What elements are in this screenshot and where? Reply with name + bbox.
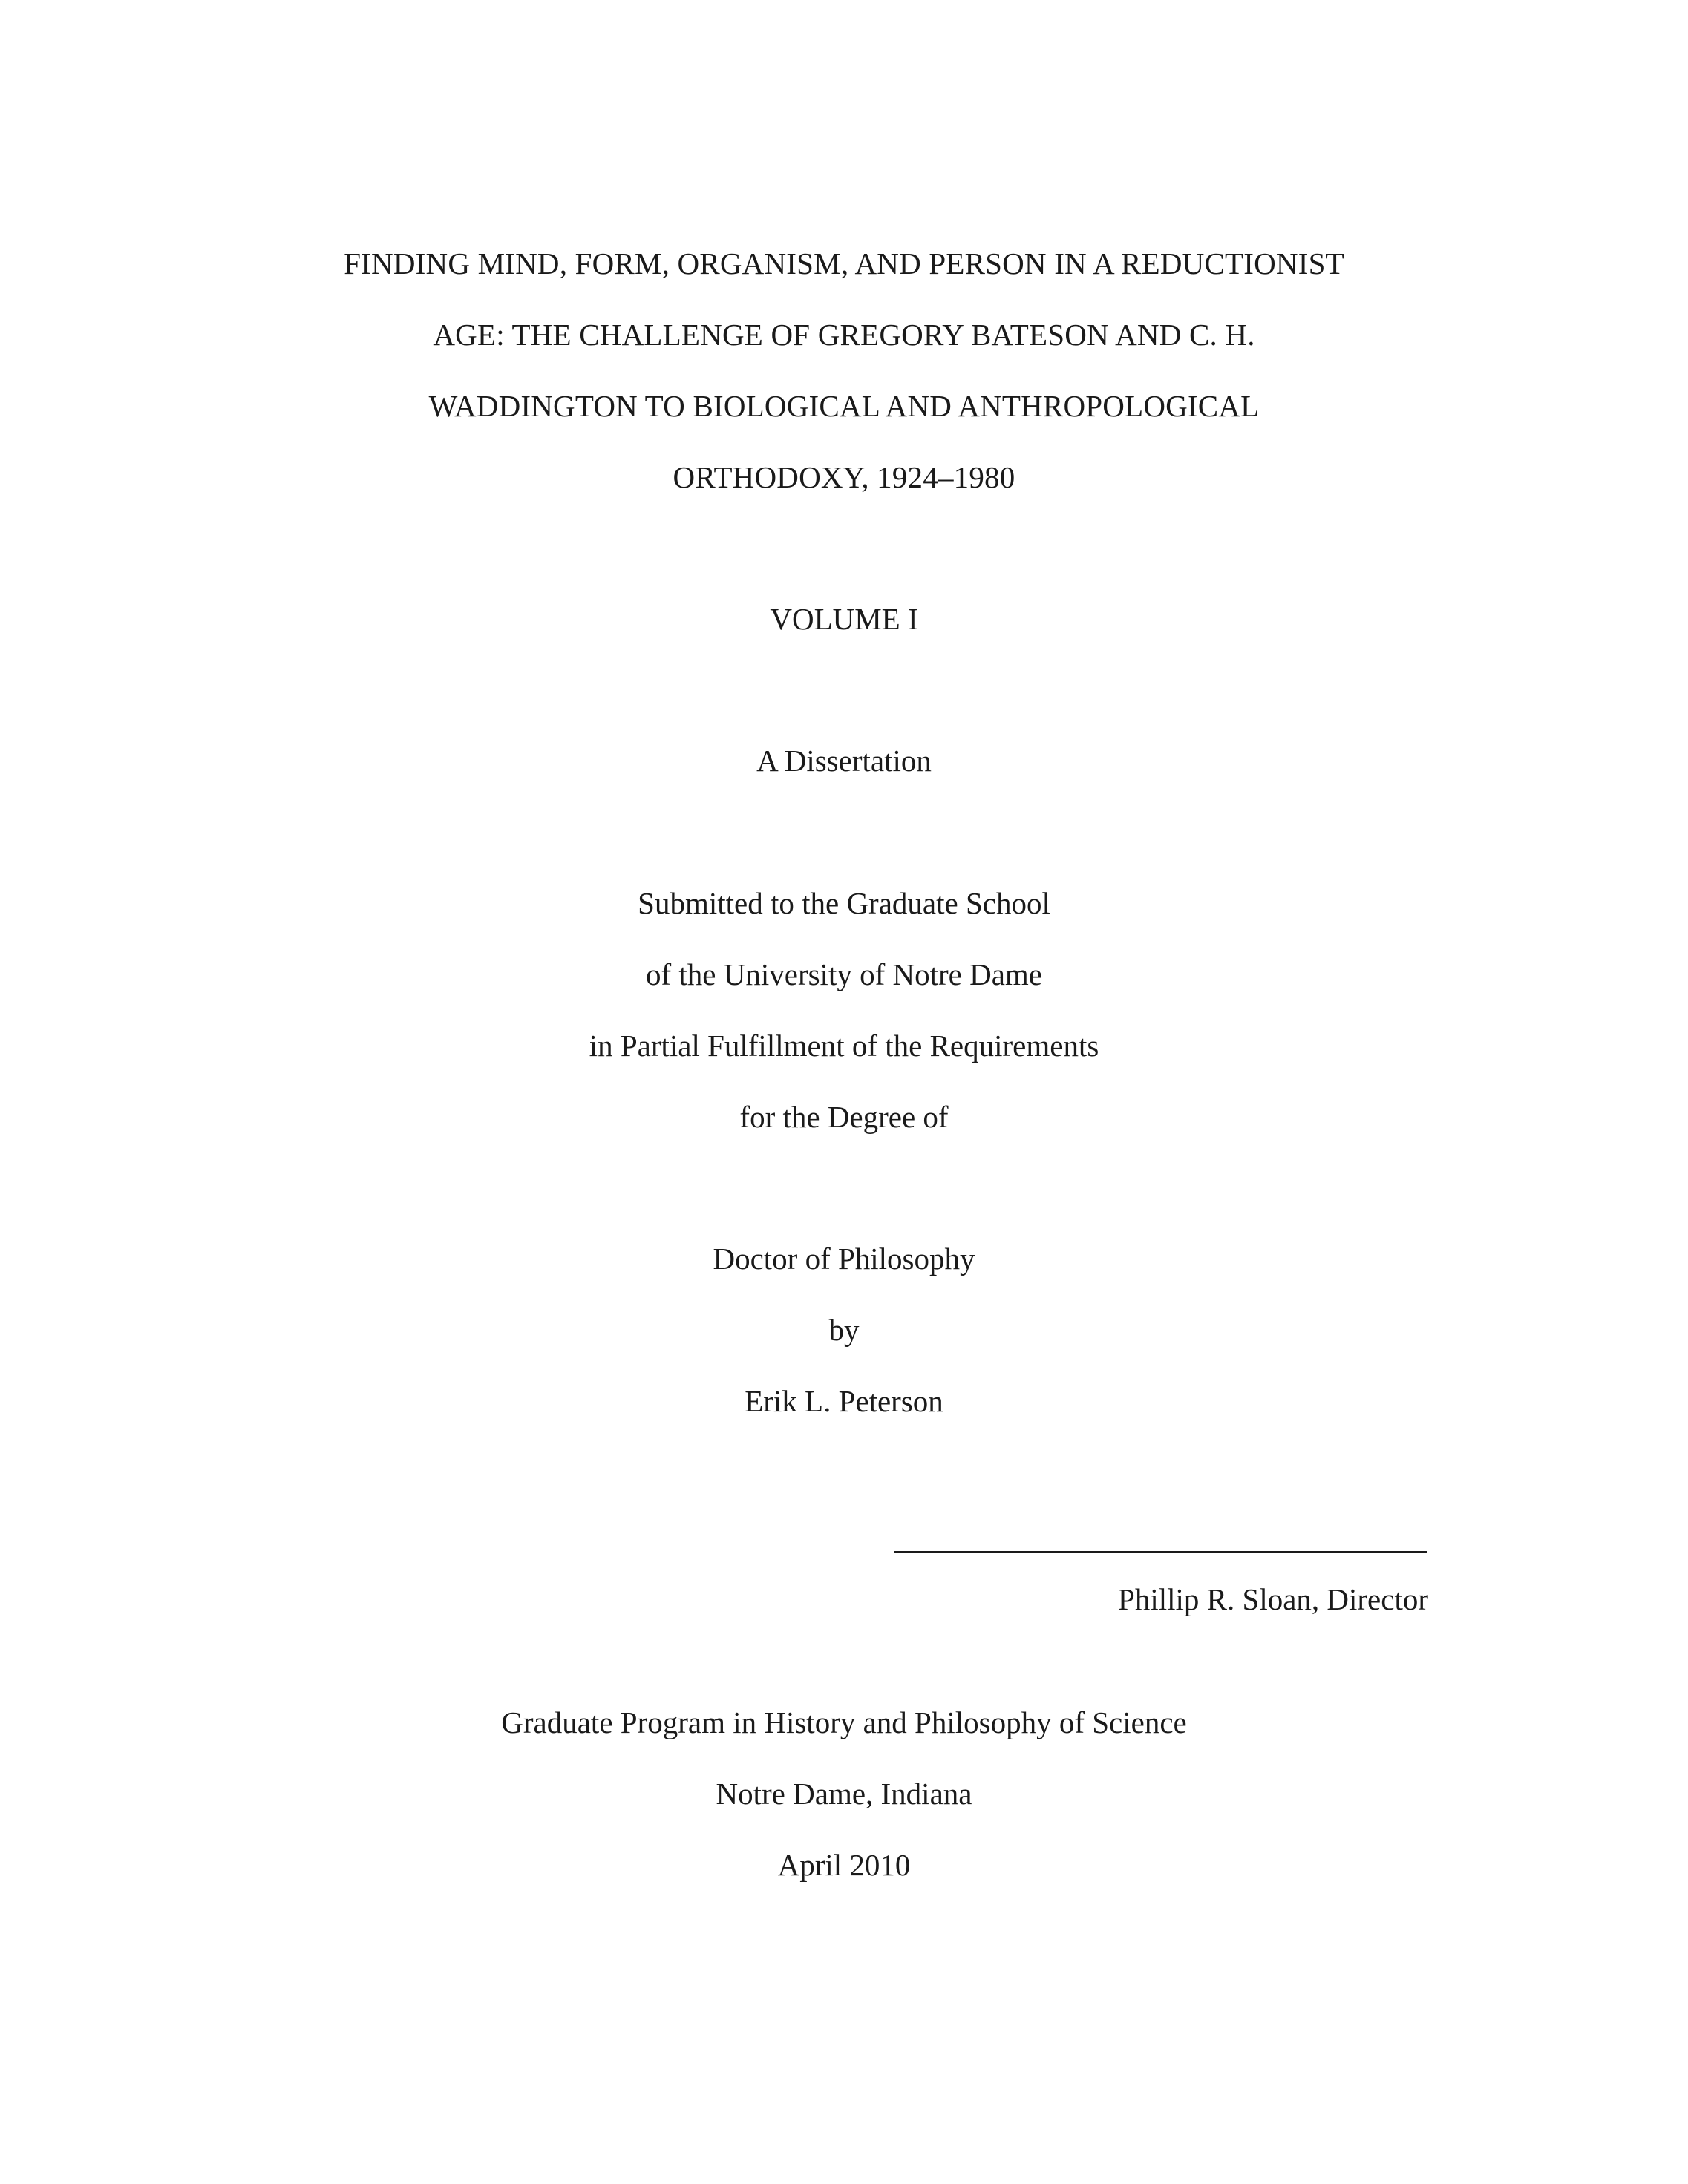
date: April 2010 [777, 1848, 911, 1882]
title-line-2: AGE: THE CHALLENGE OF GREGORY BATESON AND C. H. [433, 318, 1255, 352]
title-line-4: ORTHODOXY, 1924–1980 [673, 460, 1015, 494]
program-name: Graduate Program in History and Philosophy of Science [501, 1705, 1187, 1739]
location: Notre Dame, Indiana [716, 1777, 972, 1811]
submission-line-3: in Partial Fulfillment of the Requirements [589, 1029, 1099, 1063]
author-name: Erik L. Peterson [745, 1384, 943, 1418]
title-line-3: WADDINGTON TO BIOLOGICAL AND ANTHROPOLOGICAL [428, 389, 1260, 423]
submission-line-4: for the Degree of [739, 1100, 949, 1134]
document-type: A Dissertation [756, 744, 932, 778]
signature-line [894, 1551, 1427, 1553]
by-label: by [828, 1313, 860, 1347]
degree-name: Doctor of Philosophy [713, 1242, 975, 1276]
submission-line-2: of the University of Notre Dame [646, 957, 1042, 991]
volume-label: VOLUME I [770, 602, 918, 636]
title-line-1: FINDING MIND, FORM, ORGANISM, AND PERSON IN A REDUCTIONIST [344, 246, 1344, 281]
submission-line-1: Submitted to the Graduate School [638, 886, 1050, 920]
director-name: Phillip R. Sloan, Director [1118, 1582, 1428, 1616]
